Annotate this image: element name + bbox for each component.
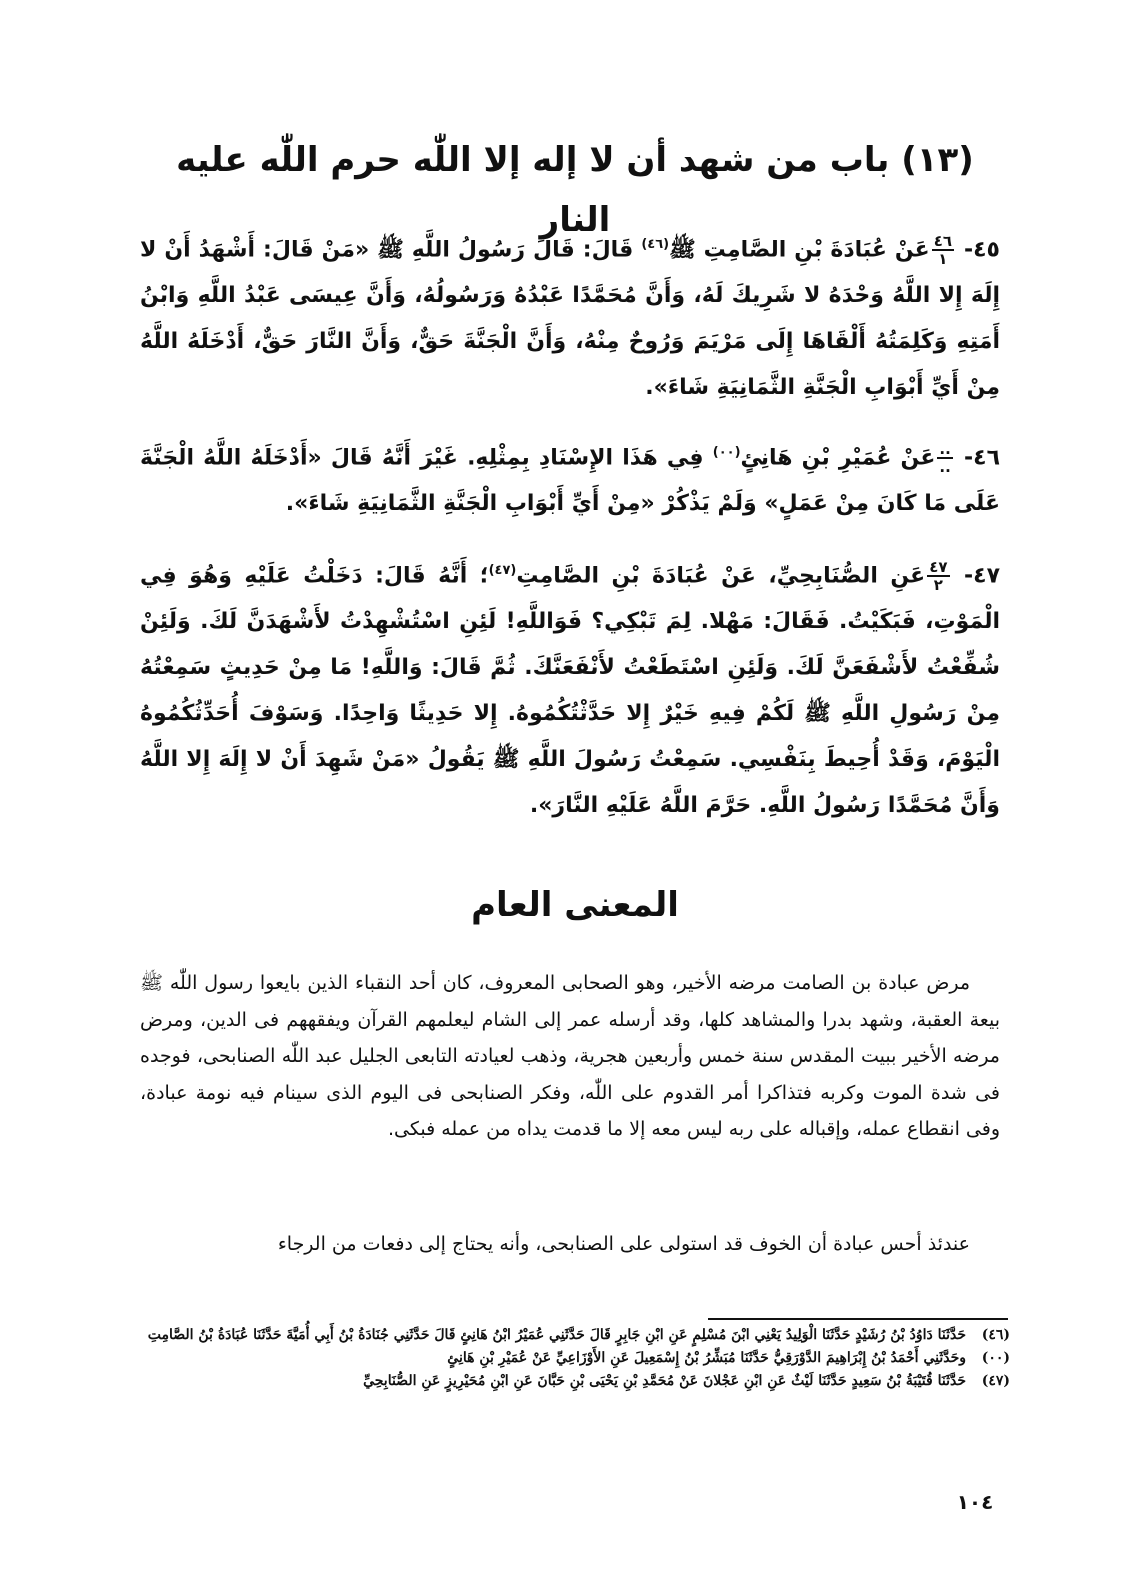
footnote-46: [140, 1324, 1010, 1347]
commentary-paragraph-2: [140, 1226, 1000, 1263]
hadith-number: ٤٥-: [963, 237, 1000, 263]
section-title: المعنى العام: [471, 885, 679, 925]
reference-top: ..: [939, 440, 951, 459]
footnote-text: حَدَّثَنَا قُتَيْبَةُ بْنُ سَعِيدٍ حَدَّثَنَا لَيْثٌ عَنِ ابْنِ عَجْلانَ عَنْ مُحَمَّدِ بْنِ يَحْيَى بْنِ حَبَّانَ عَنِ ابْنِ مُحَيْرِيزٍ عَنِ الصُّنَابِحِيِّ: [363, 1373, 966, 1389]
hadith-reference: [937, 441, 952, 475]
hadith-reference: [927, 559, 949, 593]
footnote-00: [140, 1347, 1010, 1370]
footnote-divider: [708, 1318, 1008, 1320]
reference-top: ٤٦: [933, 232, 952, 251]
footnote-ref[interactable]: (٤٧): [488, 563, 517, 578]
footnote-text: وحَدَّثَنِي أَحْمَدُ بْنُ إِبْرَاهِيمَ الدَّوْرَقِيُّ حَدَّثَنَا مُبَشِّرُ بْنُ إِسْمَعِيلَ عَنِ الأَوْزَاعِيِّ عَنْ عُمَيْرِ بْنِ هَانِئٍ: [447, 1350, 966, 1366]
reference-top: ٤٧: [929, 558, 948, 577]
hadith-text: ؛ أَنَّهُ قَالَ: دَخَلْتُ عَلَيْهِ وَهُوَ فِي الْمَوْتِ، فَبَكَيْتُ. فَقَالَ: مَهْلا. لِمَ تَبْكِي؟ فَوَاللَّهِ! لَئِنِ اسْتُشْهِدْتُ لأَشْهَدَنَّ لَكَ. وَلَئِنْ شُفِّعْتُ لأَشْفَعَنَّ لَكَ. وَلَئِنِ اسْتَطَعْتُ لأَنْفَعَنَّكَ. ثُمَّ قَالَ: وَاللَّهِ! مَا مِنْ حَدِيثٍ سَمِعْتُهُ مِنْ رَسُولِ اللَّهِ ﷺ لَكُمْ فِيهِ خَيْرٌ إِلا حَدَّثْتُكُمُوهُ. إِلا حَدِيثًا وَاحِدًا. وَسَوْفَ أُحَدِّثُكُمُوهُ الْيَوْمَ، وَقَدْ أُحِيطَ بِنَفْسِي. سَمِعْتُ رَسُولَ اللَّهِ ﷺ يَقُولُ «مَنْ شَهِدَ أَنْ لا إِلَهَ إِلا اللَّهُ وَأَنَّ مُحَمَّدًا رَسُولُ اللَّهِ. حَرَّمَ اللَّهُ عَلَيْهِ النَّارَ».: [140, 563, 1000, 819]
hadith-number: ٤٧-: [964, 563, 1000, 589]
footnote-label: (٤٧): [981, 1373, 1010, 1389]
reference-bottom: ٢: [933, 576, 943, 595]
footnote-text: حَدَّثَنَا دَاوُدُ بْنُ رُشَيْدٍ حَدَّثَنَا الْوَلِيدُ يَعْنِي ابْنَ مُسْلِمٍ عَنِ ابْنِ جَابِرٍ قَالَ حَدَّثَنِي عُمَيْرُ ابْنُ هَانِئٍ قَالَ حَدَّثَنِي جُنَادَةُ بْنُ أَبِي أُمَيَّةَ حَدَّثَنَا عُبَادَةُ بْنُ الصَّامِتِ: [147, 1327, 966, 1343]
footnote-label: (٤٦): [981, 1327, 1010, 1343]
hadith-text-start: عَنْ عُبَادَةَ بْنِ الصَّامِتِ ﷺ: [669, 237, 930, 263]
commentary-text: عندئذ أحس عبادة أن الخوف قد استولى على الصنابحى، وأنه يحتاج إلى دفعات من الرجاء: [277, 1233, 970, 1255]
footnote-ref[interactable]: (٤٦): [641, 237, 670, 252]
hadith-47: [140, 548, 1000, 829]
commentary-text: مرض عبادة بن الصامت مرضه الأخير، وهو الصحابى المعروف، كان أحد النقباء الذين بايعوا رسول اللّٰه ﷺ بيعة العقبة، وشهد بدرا والمشاهد كلها، وقد أرسله عمر إلى الشام ليعلمهم القرآن ويفقههم فى الدين، ومرض مرضه الأخير ببيت المقدس سنة خمس وأربعين هجرية، وذهب لعيادته التابعى الجليل عبد اللّٰه الصنابحى، فوجده فى شدة الموت وكربه فتذاكرا أمر القدوم على اللّٰه، وفكر الصنابحى فى اليوم الذى سينام فيه نومة عبادة، وفى انقطاع عمله، وإقباله على ربه ليس معه إلا ما قدمت يداه من عمله فبكى.: [140, 972, 1000, 1140]
hadith-text: فِي هَذَا الإِسْنَادِ بِمِثْلِهِ. غَيْرَ أَنَّهُ قَالَ «أَدْخَلَهُ اللَّهُ الْجَنَّةَ عَلَى مَا كَانَ مِنْ عَمَلٍ» وَلَمْ يَذْكُرْ «مِنْ أَيِّ أَبْوَابِ الْجَنَّةِ الثَّمَانِيَةِ شَاءَ».: [140, 445, 1000, 517]
hadith-text-start: عَنِ الصُّنَابِحِيِّ، عَنْ عُبَادَةَ بْنِ الصَّامِتِ: [516, 563, 926, 589]
hadith-number: ٤٦-: [964, 445, 1000, 471]
reference-bottom: ..: [939, 458, 951, 477]
reference-bottom: ١: [938, 250, 948, 269]
commentary-paragraph-1: [140, 965, 1000, 1148]
chapter-title: (١٣) باب من شهد أن لا إله إلا اللّٰه حرم اللّٰه عليه النار: [176, 140, 974, 240]
page-number: ١٠٤: [956, 1490, 994, 1514]
footnotes: [140, 1324, 1010, 1393]
hadith-reference: [932, 233, 954, 267]
hadith-46: [140, 430, 1000, 527]
footnote-ref[interactable]: (٠٠): [712, 445, 741, 460]
hadith-text: قَالَ: قَالَ رَسُولُ اللَّهِ ﷺ «مَنْ قَالَ: أَشْهَدُ أَنْ لا إِلَهَ إِلا اللَّهُ وَحْدَهُ لا شَرِيكَ لَهُ، وَأَنَّ مُحَمَّدًا عَبْدُهُ وَرَسُولُهُ، وَأَنَّ عِيسَى عَبْدُ اللَّهِ وَابْنُ أَمَتِهِ وَكَلِمَتُهُ أَلْقَاهَا إِلَى مَرْيَمَ وَرُوحٌ مِنْهُ، وَأَنَّ الْجَنَّةَ حَقٌّ، وَأَنَّ النَّارَ حَقٌّ، أَدْخَلَهُ اللَّهُ مِنْ أَيِّ أَبْوَابِ الْجَنَّةِ الثَّمَانِيَةِ شَاءَ».: [140, 237, 1000, 401]
hadith-text-start: عَنْ عُمَيْرِ بْنِ هَانِئٍ: [740, 445, 936, 471]
footnote-47: [140, 1370, 1010, 1393]
hadith-45: [140, 222, 1000, 411]
footnote-label: (٠٠): [981, 1350, 1010, 1366]
